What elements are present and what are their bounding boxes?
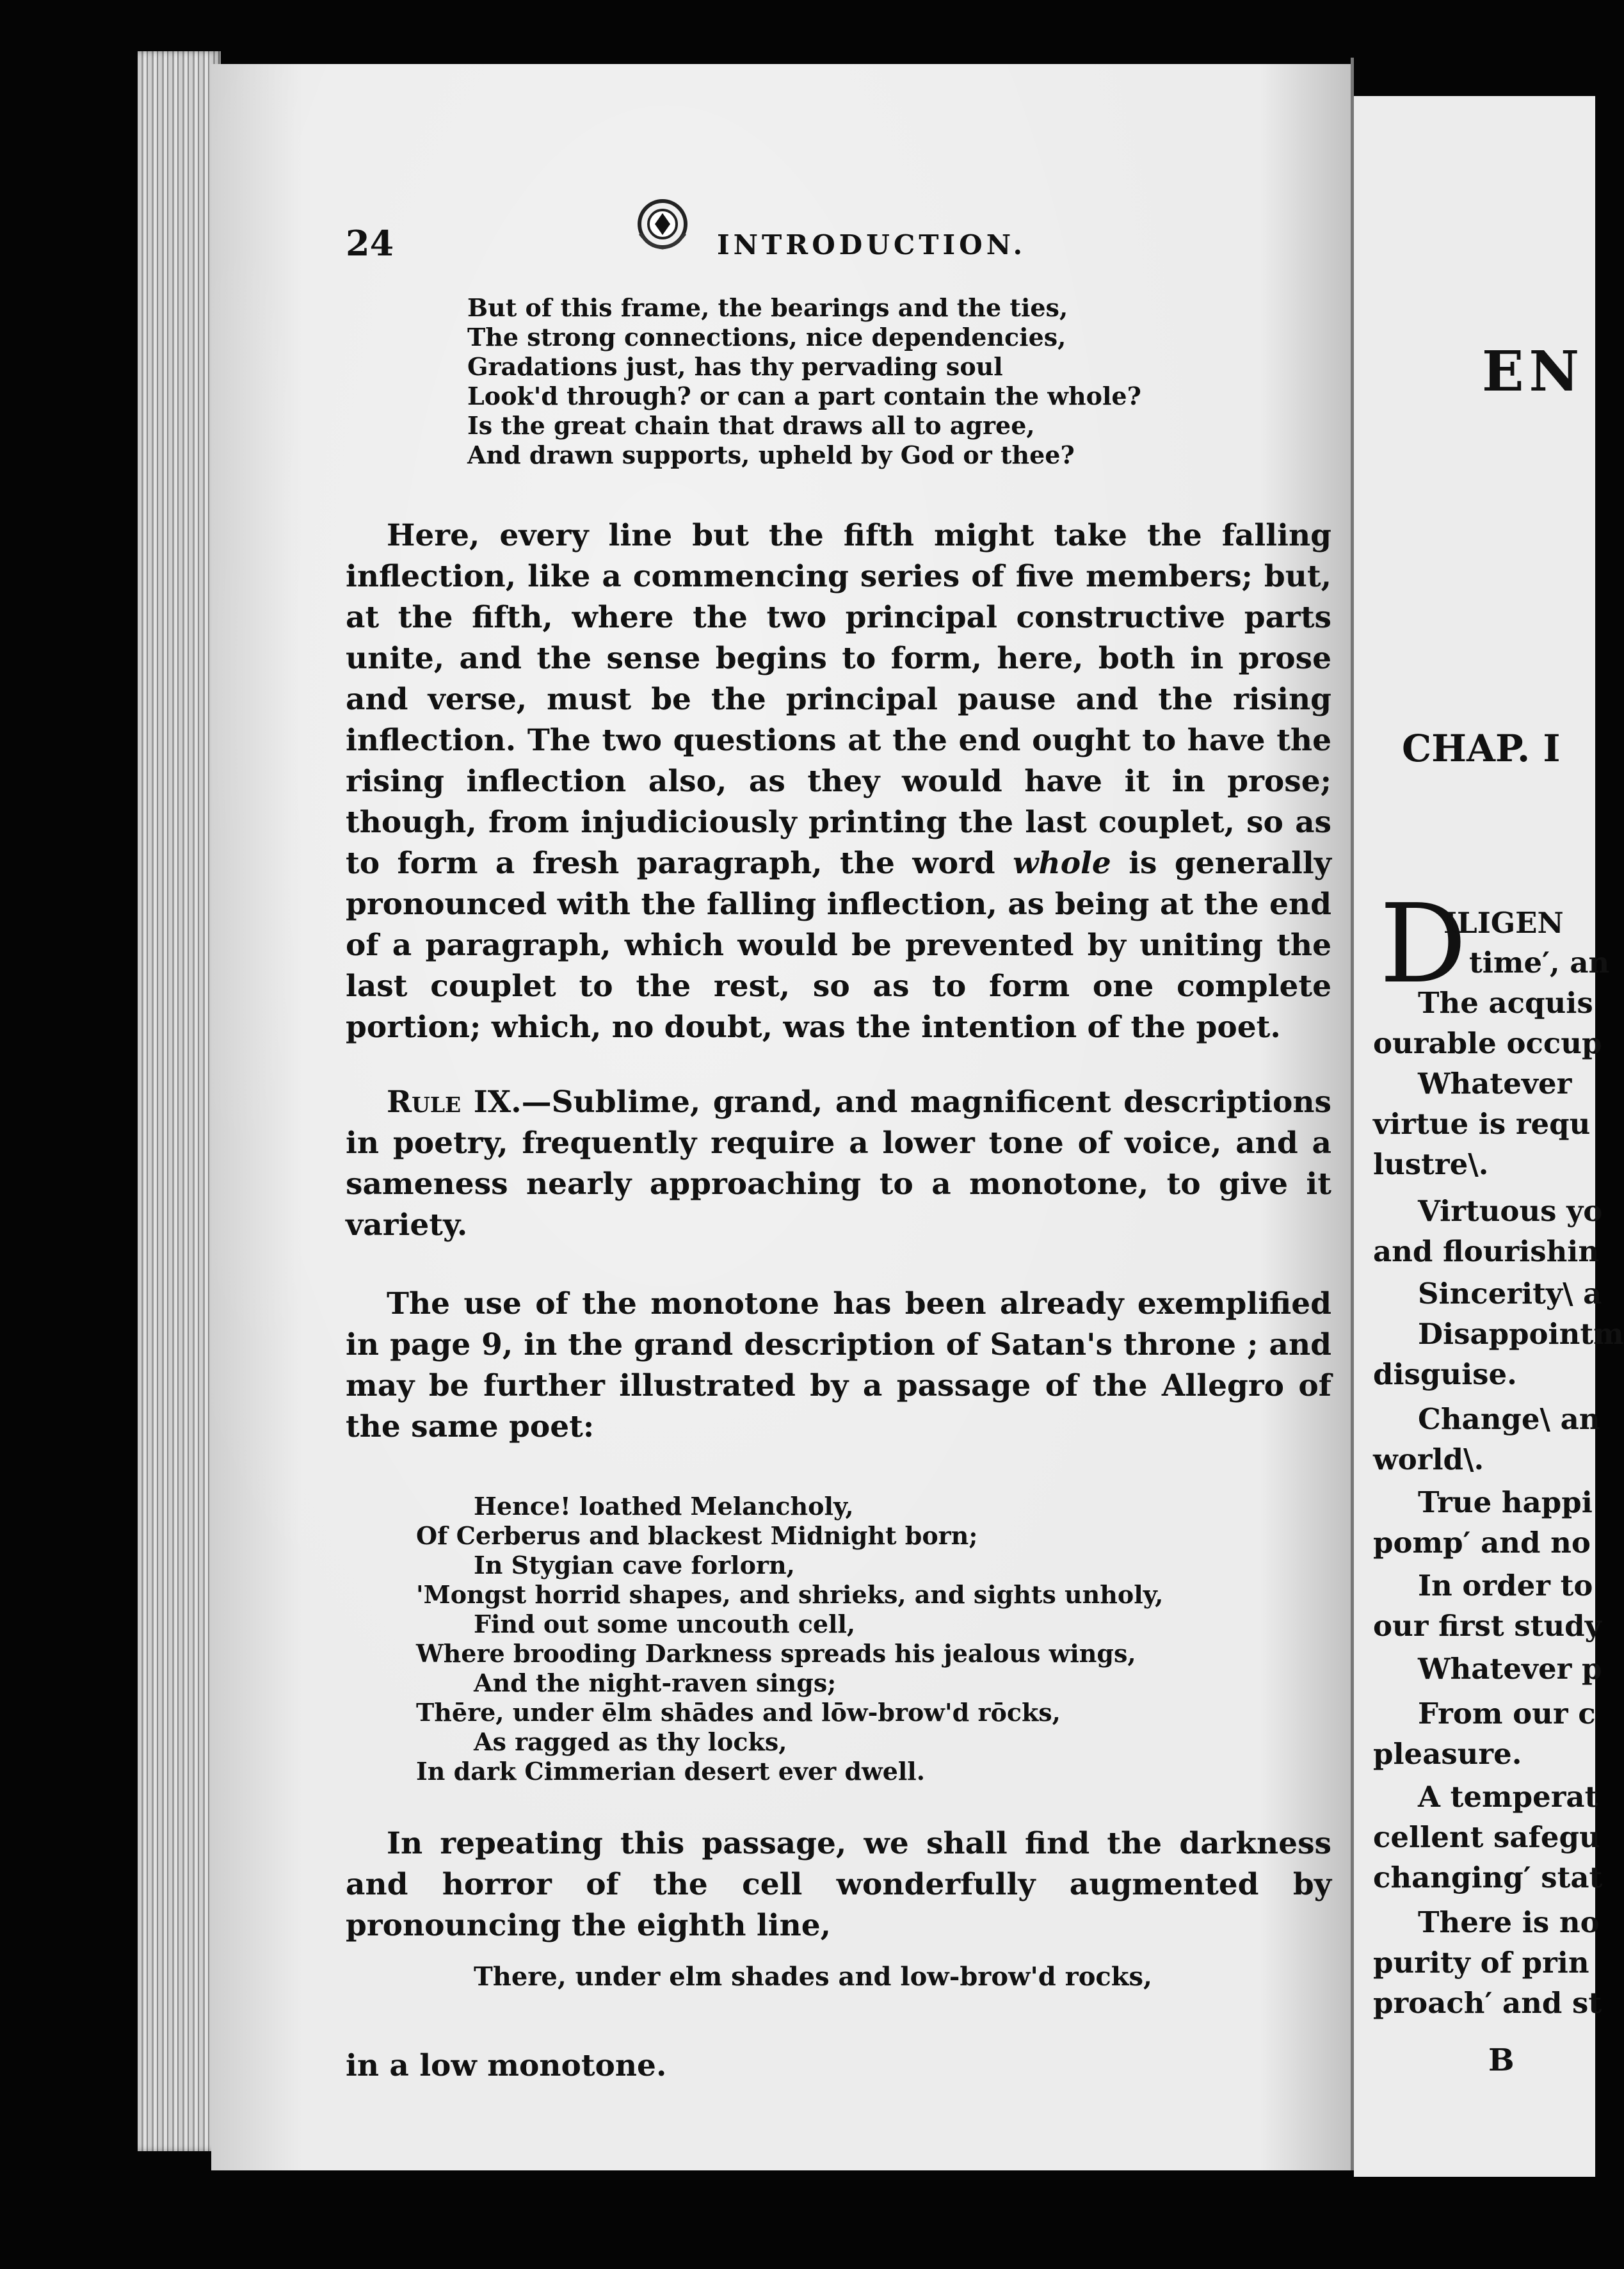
verse-line: Gradations just, has thy pervading soul (467, 352, 1003, 381)
paragraph-1 (346, 515, 1331, 1048)
verse-line: Where brooding Darkness spreads his jealous wings, (416, 1639, 1136, 1668)
verse-line: Thēre, under ēlm shādes and lōw-brow'd rōcks, (416, 1698, 1061, 1727)
verse-line: As ragged as thy locks, (474, 1727, 787, 1756)
signature-mark: B (1488, 2042, 1515, 2078)
right-line: ILIGEN (1443, 906, 1564, 940)
right-line: virtue is requ (1373, 1107, 1591, 1141)
right-line: purity of prin (1373, 1946, 1589, 1980)
quoted-line: There, under elm shades and low-brow'd rocks, (474, 1962, 1152, 1992)
paragraph-1-text-b: is generally pronounced with the falling inflection, as being at the end of a paragraph, which would be prevented by uniting the last couplet to the rest, so as to form one complete portion; which, no doubt, was the intention of the poet. (346, 846, 1331, 1045)
right-line: True happi (1418, 1485, 1593, 1519)
paragraph-3-text: In repeating this passage, we shall find the darkness and horror of the cell wonderfully augmented by pronouncing the eighth line, (346, 1826, 1331, 1943)
right-line: ourable occup (1373, 1026, 1602, 1060)
right-line: There is no (1418, 1905, 1600, 1939)
drop-cap: D (1379, 881, 1467, 1008)
verse-line: And drawn supports, upheld by God or thee? (467, 440, 1075, 469)
closing-line: in a low monotone. (346, 2048, 667, 2083)
verse-line: Hence! loathed Melancholy, (474, 1492, 854, 1521)
page-edges (138, 51, 221, 2151)
right-line: The acquis (1418, 986, 1593, 1020)
paragraph-2 (346, 1284, 1331, 1448)
verse-line: Is the great chain that draws all to agree, (467, 411, 1035, 440)
chapter-heading: CHAP. I (1402, 727, 1561, 770)
page-number: 24 (346, 223, 394, 264)
right-page-heading: EN (1482, 339, 1585, 404)
right-line: From our c (1418, 1697, 1596, 1731)
right-page (1354, 96, 1624, 2177)
verse-line: The strong connections, nice dependencies, (467, 323, 1066, 351)
rule-text: —Sublime, grand, and magnificent descriptions in poetry, frequently require a lower tone of voice, and a sameness nearly approaching to a monotone, to give it variety. (346, 1085, 1331, 1243)
right-line: In order to (1418, 1569, 1593, 1603)
right-line: and flourishin (1373, 1234, 1600, 1268)
verse-line: Find out some uncouth cell, (474, 1610, 856, 1638)
right-line: proach′ and st (1373, 1986, 1602, 2020)
right-line: cellent safegu (1373, 1820, 1600, 1854)
rule-ix-paragraph (346, 1082, 1331, 1246)
emphasized-word: whole (1013, 846, 1111, 881)
right-line: our first study (1373, 1609, 1602, 1643)
right-line: disguise. (1373, 1357, 1517, 1391)
verse-line: Look'd through? or can a part contain the whole? (467, 382, 1141, 410)
right-line: world\. (1373, 1442, 1484, 1476)
paragraph-2-text: The use of the monotone has been already exemplified in page 9, in the grand description of Satan's throne ; and may be further illustrated by a passage of the Allegro of the same poet: (346, 1286, 1331, 1444)
right-line: Virtuous yo (1418, 1194, 1603, 1228)
verse-line: Of Cerberus and blackest Midnight born; (416, 1521, 978, 1550)
right-line: lustre\. (1373, 1147, 1489, 1181)
right-line: Disappointm (1418, 1317, 1624, 1351)
right-line: A temperat (1418, 1780, 1598, 1814)
ornament-icon (634, 195, 691, 253)
right-line: Whatever p (1418, 1652, 1602, 1686)
right-line: changing′ stat (1373, 1861, 1603, 1894)
right-line: Whatever (1418, 1067, 1572, 1101)
right-line: time′, an (1469, 946, 1610, 980)
rule-label: Rule IX. (387, 1085, 522, 1120)
left-page (211, 64, 1351, 2170)
right-line: Change\ an (1418, 1402, 1600, 1436)
right-line: pomp′ and no (1373, 1526, 1591, 1560)
verse-line: In dark Cimmerian desert ever dwell. (416, 1757, 925, 1786)
right-line: Sincerity\ a (1418, 1277, 1602, 1311)
running-head: INTRODUCTION. (717, 229, 1027, 261)
paragraph-1-text-a: Here, every line but the fifth might take the falling inflection, like a commencing series of five members; but, at the fifth, where the two principal constructive parts unite, and the sense begins to form, here, both in prose and verse, must be the principal pause and the rising inflection. The two questions at the end ought to have the rising inflection also, as they would have it in prose; though, from injudiciously printing the last couplet, so as to form a fresh paragraph, the word (346, 518, 1331, 881)
verse-line: But of this frame, the bearings and the ties, (467, 293, 1068, 322)
verse-line: 'Mongst horrid shapes, and shrieks, and sights unholy, (416, 1580, 1164, 1609)
paragraph-3 (346, 1823, 1331, 1946)
right-line: pleasure. (1373, 1737, 1522, 1771)
verse-line: In Stygian cave forlorn, (474, 1551, 795, 1579)
verse-line: And the night-raven sings; (474, 1668, 837, 1697)
